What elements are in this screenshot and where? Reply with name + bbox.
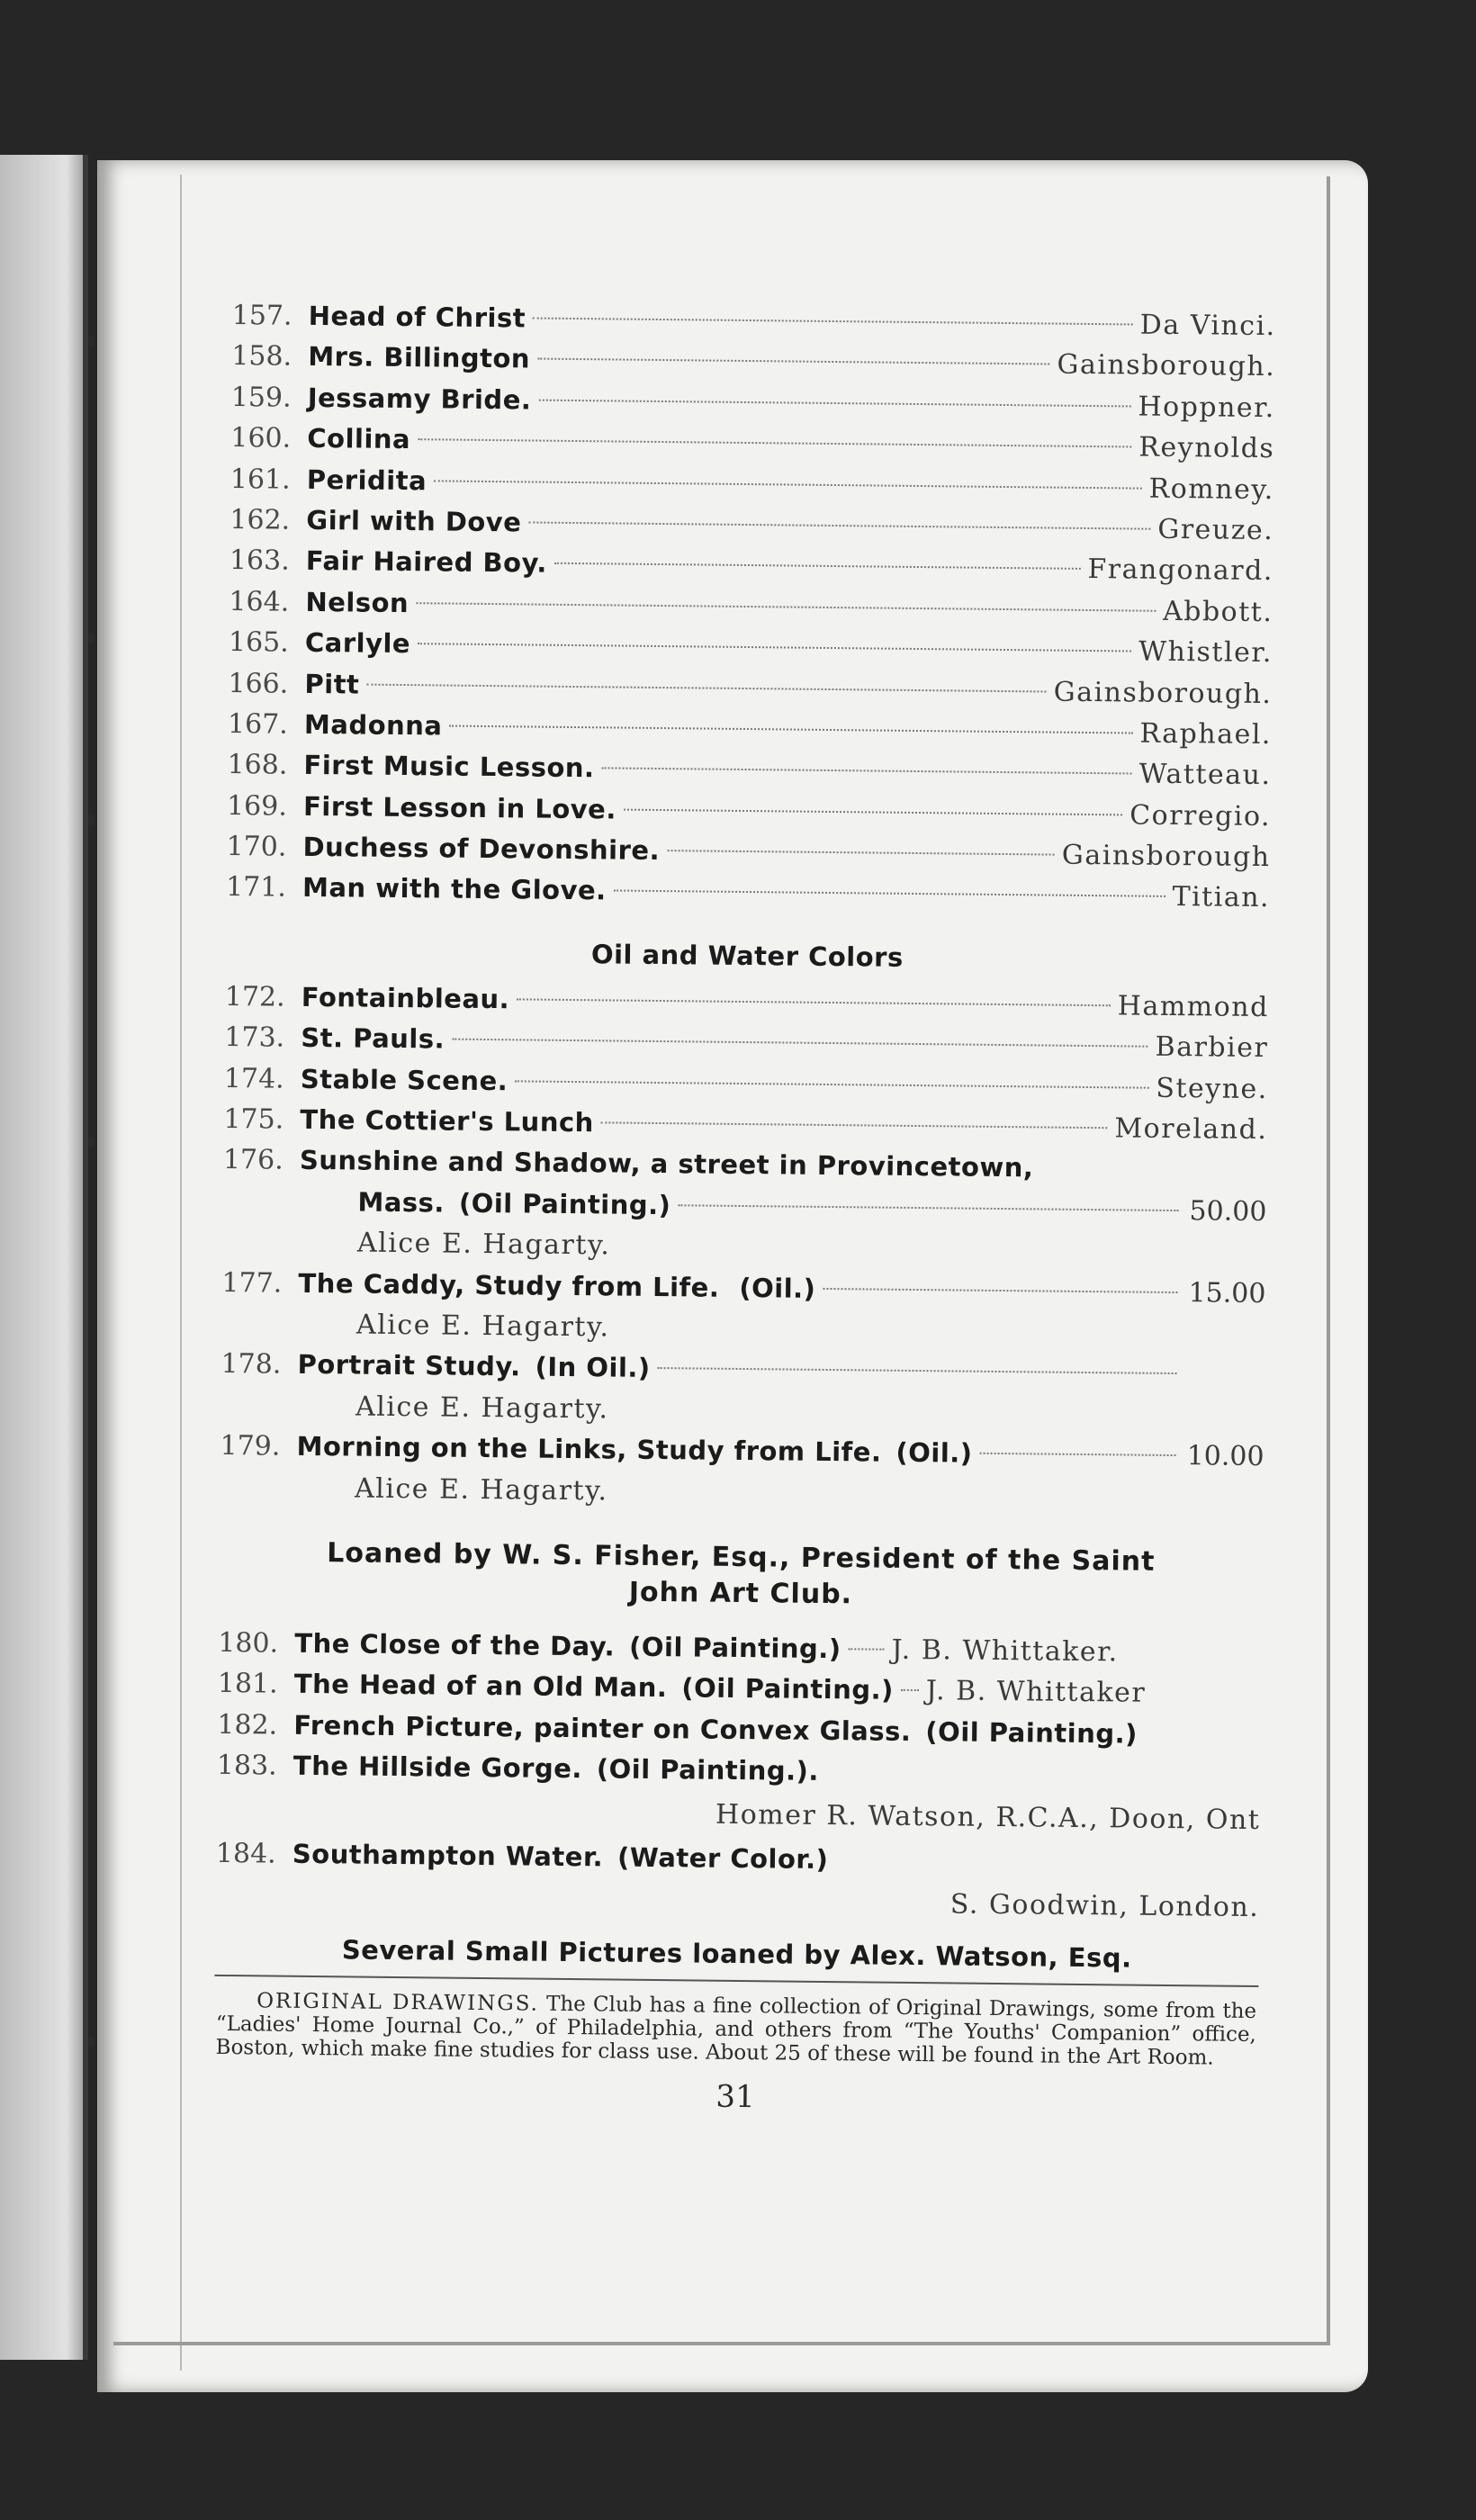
entry-176: 176. Sunshine and Shadow, a street in Provincetown, Mass. (Oil Painting.) 50.00 Alice E. Hagarty.: [222, 1139, 1267, 1273]
book-page: [97, 160, 1368, 2392]
list-item: 158. Mrs. Billington Gainsborough.: [231, 340, 1276, 383]
list-item: 163. Fair Haired Boy. Frangonard.: [229, 544, 1274, 588]
list-item: 166. Pitt Gainsborough.: [228, 667, 1273, 710]
painter-credit: S. Goodwin, London.: [950, 1888, 1260, 1923]
list-item: 168. First Music Lesson. Watteau.: [227, 749, 1272, 792]
list-item: 157. Head of Christ Da Vinci.: [231, 299, 1276, 343]
entry-178: 178. Portrait Study. (In Oil.) Alice E. Hagarty.: [220, 1344, 1265, 1436]
list-item: 175. The Cottier's Lunch Moreland.: [223, 1102, 1268, 1147]
list-item: 162. Girl with Dove Greuze.: [230, 503, 1274, 547]
list-item: 172. Fontainbleau. Hammond: [224, 980, 1269, 1023]
binding-mark: [88, 336, 94, 346]
list-item: 173. St. Pauls. Barbier: [224, 1022, 1269, 1065]
list-item: 174. Stable Scene. Steyne.: [223, 1062, 1269, 1105]
left-page-edge: [0, 155, 88, 2360]
page-content: [213, 295, 1276, 2120]
list-item: 167. Madonna Raphael.: [227, 707, 1273, 752]
list-item: 165. Carlyle Whistler.: [228, 626, 1274, 670]
painter-credit: Alice E. Hagarty.: [356, 1309, 610, 1344]
entry-list-a: [226, 295, 1276, 919]
list-item: 160. Collina Reynolds: [230, 422, 1275, 465]
binding-mark: [88, 1137, 94, 1148]
original-drawings-note: ORIGINAL DRAWINGS. The Club has a fine collection of Original Drawings, some from the “Ladies' Home Journal Co.,” of Philadelphia, and others from “The Youths' Companion” office, Boston, which make fine studies for class use. About 25 of these will be found in the Art Room.: [215, 1989, 1257, 2070]
page-number: 31: [716, 2078, 755, 2116]
entry-180: 180. The Close of the Day. (Oil Painting.) J. B. Whittaker.: [218, 1626, 1119, 1669]
loan-heading: Loaned by W. S. Fisher, Esq., President of the Saint John Art Club.: [327, 1537, 1156, 1611]
binding-mark: [88, 814, 94, 825]
entry-181: 181. The Head of an Old Man. (Oil Painting.) J. B. Whittaker: [217, 1668, 1147, 1710]
list-item: 161. Peridita Romney.: [230, 463, 1274, 506]
list-item: 171. Man with the Glove. Titian.: [225, 871, 1271, 914]
list-item: 164. Nelson Abbott.: [229, 585, 1274, 628]
list-item: 170. Duchess of Devonshire. Gainsborough: [226, 831, 1271, 874]
binding-mark: [88, 633, 94, 644]
entry-179: 179. Morning on the Links, Study from Life. (Oil.) 10.00 Alice E. Hagarty.: [220, 1426, 1264, 1518]
entry-177: 177. The Caddy, Study from Life. (Oil.) 15.00 Alice E. Hagarty.: [221, 1263, 1266, 1355]
entry-list-b: [223, 976, 1269, 1151]
entry-184: 184. Southampton Water. (Water Color.) S. Goodwin, London.: [215, 1832, 1260, 1931]
painter-credit: Homer R. Watson, R.C.A., Doon, Ont: [715, 1798, 1261, 1836]
painter-credit: Alice E. Hagarty.: [354, 1472, 608, 1507]
entry-182: 182. French Picture, painter on Convex Glass. (Oil Painting.): [217, 1708, 1138, 1750]
section-heading: Oil and Water Colors: [590, 939, 904, 973]
entry-183: 183. The Hillside Gorge. (Oil Painting.). Homer R. Watson, R.C.A., Doon, Ont: [216, 1745, 1261, 1844]
list-item: 169. First Lesson in Love. Corregio.: [226, 789, 1272, 832]
binding-mark: [88, 2037, 94, 2048]
list-item: 159. Jessamy Bride. Hoppner.: [230, 381, 1275, 424]
painter-credit: Alice E. Hagarty.: [356, 1227, 611, 1262]
painter-credit: Alice E. Hagarty.: [355, 1390, 609, 1426]
small-pictures-heading: Several Small Pictures loaned by Alex. Watson, Esq.: [214, 1921, 1259, 1987]
